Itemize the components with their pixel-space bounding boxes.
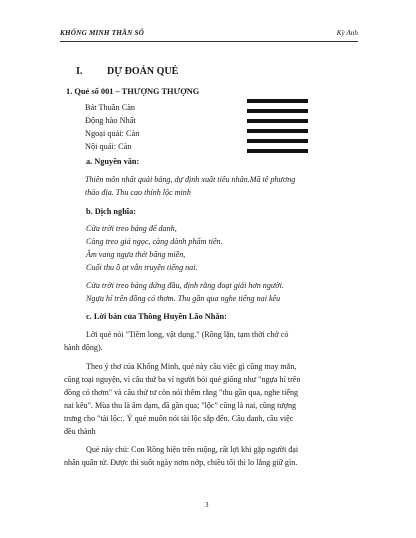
subsection-c-title: c. Lời bàn của Thông Huyền Lão Nhân: <box>86 312 227 321</box>
commentary-line: hành động). <box>64 343 103 352</box>
commentary-line: nai kêu". Mùa thu là âm dạm, đã gần qua; "lộc" cũng là nai, cũng tượng <box>64 401 297 410</box>
translation-line: Ngựa hí trên đồng cỏ thơm. Thu gần qua nghe tiếng nai kêu <box>86 294 281 303</box>
commentary-line: đồng cỏ thơm" và câu thứ tư còn nói thêm rằng "thu gần qua, nghe tiếng <box>64 388 299 397</box>
commentary-line: Theo ý thơ của Khổng Minh, quẻ này cầu việc gì cũng may mắn, <box>86 362 297 371</box>
hexagram-line <box>247 139 308 143</box>
commentary-line: cũng toại nguyện, vì câu thứ ba ví người bói quẻ giống như "ngựa hí trên <box>64 375 301 384</box>
hexagram-line <box>247 99 308 103</box>
section-number: I. <box>76 66 83 77</box>
poem-line: Cửa trời treo bảng để danh, <box>86 224 177 233</box>
hexagram-symbol <box>247 99 308 156</box>
header-book-title: KHỔNG MINH THẦN SỐ <box>60 29 145 37</box>
commentary-line: nhân quân tử. Được thì suốt ngày nơm nớp, chiều tối thì lo lắng giữ gìn. <box>64 458 298 467</box>
commentary-line: đều thành <box>64 427 96 436</box>
translation-line: Cửa trời treo bảng đứng đầu, định rằng đoạt giải hơn người. <box>86 281 284 290</box>
commentary-line: trưng cho "tài lộc:. Ý quẻ muốn nói tài lộc sắp đến. Cầu danh, cầu việc <box>64 414 294 423</box>
poem-line: Âm vang ngựa thét bãng miền, <box>86 250 186 259</box>
poem-line: Càng treo giá ngọc, càng dành phẩm tiên. <box>86 237 223 246</box>
section-title: DỰ ĐOÁN QUẺ <box>107 66 179 77</box>
commentary-line: Quẻ này chủ: Con Rồng hiện trên ruộng, rất lợi khi gặp người đại <box>86 445 299 454</box>
que-heading: 1. Quẻ số 001 – THƯỢNG THƯỢNG <box>66 87 200 96</box>
subsection-a-title: a. Nguyên văn: <box>86 157 140 166</box>
que-info-line: Động hào Nhất <box>85 116 136 125</box>
que-info-line: Bát Thuần Càn <box>85 103 136 112</box>
page-number: 3 <box>205 501 209 509</box>
hexagram-line <box>247 149 308 153</box>
page-header <box>60 29 358 42</box>
que-info-line: Ngoại quái: Càn <box>85 129 140 138</box>
header-author: Kỳ Anh <box>336 29 358 37</box>
commentary-line: Lời quẻ nói "Tiềm long, vật dụng." (Rồng lặn, tạm thời chớ có <box>86 330 289 339</box>
original-text-line: Thiên môn nhất quải bảng, dự định xuất tiêu nhân.Mã tê phương <box>85 175 296 184</box>
que-info-line: Nội quái: Càn <box>85 142 132 151</box>
hexagram-line <box>247 129 308 133</box>
subsection-b-title: b. Dịch nghĩa: <box>86 207 137 216</box>
hexagram-line <box>247 109 308 113</box>
original-text-line: thảo địa. Thu cao thính lộc minh <box>85 188 191 197</box>
hexagram-line <box>247 119 308 123</box>
poem-line: Cuối thu ồ ạt vẫn truyền tiếng nai. <box>86 263 198 272</box>
